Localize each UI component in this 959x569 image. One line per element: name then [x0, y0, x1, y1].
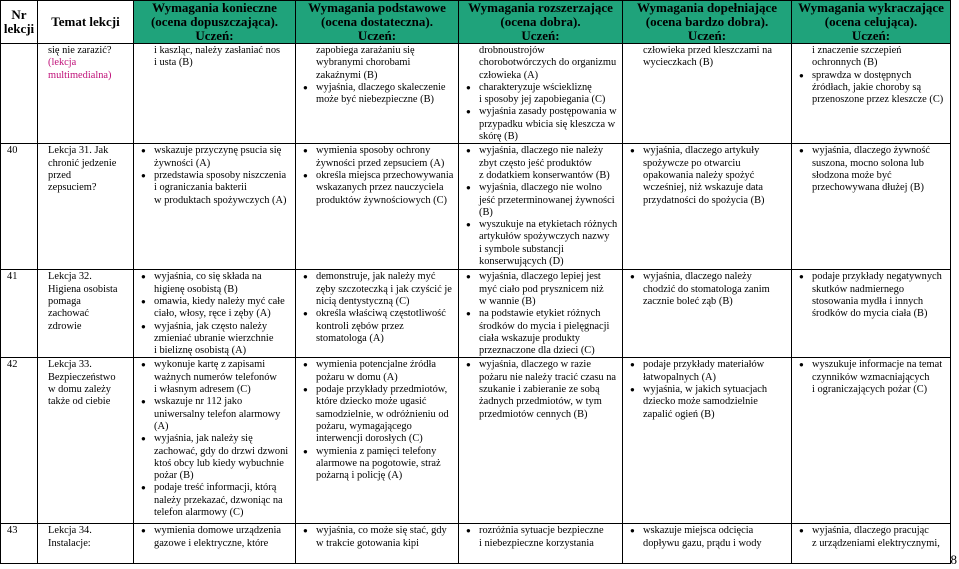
header-line: Wymagania dopełniające — [637, 0, 777, 15]
requirement-line: ciała wskazuje produkty — [479, 332, 580, 344]
requirement-line: ● wymienia z pamięci telefony — [316, 445, 437, 457]
requirement-line: człowieka (A) — [479, 69, 539, 81]
text-line: chronić jedzenie — [48, 157, 117, 169]
requirement-line: kontroli zębów przez — [316, 320, 404, 332]
requirement-line: ● wyjaśnia, dlaczego należy — [643, 271, 752, 283]
lesson-topic-cell — [38, 358, 134, 524]
bulleted-requirement — [138, 271, 291, 296]
header-line: Wymagania podstawowe — [308, 0, 446, 15]
lesson-number: 43 — [7, 525, 18, 537]
bulleted-requirement — [300, 308, 454, 345]
requirement-line: żadnych przedmiotów, w tym — [479, 396, 602, 408]
bulleted-requirement — [463, 82, 618, 107]
requirement-line: z urządzeniami elektrycznymi, — [812, 537, 940, 549]
requirement-list — [300, 271, 454, 345]
requirement-line: w wannie (B) — [479, 295, 536, 307]
requirement-line: ważnych numerów telefonów — [154, 371, 277, 383]
requirement-line: spożywcze po otwarciu — [643, 157, 741, 169]
requirement-line: ● wyszukuje informacje na temat — [812, 359, 943, 371]
requirement-line: środków do mycia i pielęgnacji — [479, 320, 610, 332]
requirement-list — [796, 359, 946, 396]
requirement-line: i ograniczania bakterii — [154, 182, 247, 194]
requirements-cell-podstawowe — [296, 524, 459, 564]
requirement-list — [627, 359, 787, 420]
lesson-number-cell — [1, 524, 38, 564]
lesson-number: 41 — [7, 271, 18, 283]
requirement-line: samodzielnie, w odróżnieniu od — [316, 408, 449, 420]
bulleted-requirement — [300, 170, 454, 207]
requirement-line: (A) — [154, 420, 169, 432]
bulleted-requirement — [796, 70, 946, 107]
requirement-list — [627, 271, 787, 308]
table-row — [1, 144, 951, 270]
bulleted-requirement — [300, 271, 454, 308]
requirement-line: ciało, włosy, ręce i zęby (A) — [154, 308, 271, 320]
requirement-line: ● wskazuje miejsca odcięcia — [643, 525, 754, 537]
requirement-list — [463, 359, 618, 420]
requirements-cell-dopelniajace — [623, 358, 792, 524]
header-line: (ocena dopuszczająca). — [150, 14, 279, 29]
requirements-cell-konieczne — [134, 144, 296, 270]
continued-requirement — [796, 45, 946, 70]
requirement-line: w produktach spożywczych (A) — [154, 194, 287, 206]
requirement-line: wycieczkach (B) — [643, 57, 714, 69]
header-line: Nr — [11, 7, 27, 22]
text-line: Instalacje: — [48, 537, 91, 549]
requirement-line: chorobotwórczych do organizmu — [479, 57, 617, 69]
continued-requirement — [627, 45, 787, 70]
bulleted-requirement — [463, 271, 618, 308]
requirement-line: ● wymienia potencjalne źródła — [316, 359, 437, 371]
requirement-line: ● wyjaśnia, dlaczego skaleczenie — [316, 81, 446, 93]
continued-requirement — [300, 45, 454, 82]
header-wykraczajace — [792, 1, 951, 44]
bulleted-requirement — [796, 271, 946, 320]
requirement-line: ● wykonuje kartę z zapisami — [154, 359, 266, 371]
requirement-line: pożaru, wymagającego — [316, 420, 412, 432]
requirement-line: dopływu gazu, prądu i wody — [643, 537, 762, 549]
header-line: (ocena celująca). — [824, 14, 918, 29]
requirement-line: pożarną i policję (A) — [316, 470, 403, 482]
requirement-list — [138, 525, 291, 550]
requirement-list — [138, 359, 291, 519]
bulleted-requirement — [300, 446, 454, 483]
table-row — [1, 358, 951, 524]
header-rozszerzajace — [459, 1, 623, 44]
requirements-cell-konieczne — [134, 270, 296, 358]
lesson-topic-cell — [38, 144, 134, 270]
requirement-line: ● wyjaśnia, jak często należy — [154, 320, 268, 332]
requirement-line: ● podaje treść informacji, którą — [154, 482, 277, 494]
requirement-list — [138, 45, 291, 70]
lesson-topic-cell — [38, 44, 134, 144]
requirement-line: zapalić ogień (B) — [643, 408, 715, 420]
requirements-cell-wykraczajace — [792, 358, 951, 524]
requirement-line: ● wyjaśnia, dlaczego żywność — [812, 145, 931, 157]
requirement-line: konserwujących (D) — [479, 256, 564, 268]
header-line: Uczeń: — [521, 28, 560, 43]
text-line: Lekcja 31. Jak — [48, 145, 109, 157]
requirement-line: pożar (B) — [154, 470, 194, 482]
requirement-line: stomatologa (A) — [316, 332, 384, 344]
table-row — [1, 270, 951, 358]
requirement-line: artykułów spożywczych nazwy — [479, 231, 610, 243]
requirement-line: ochronnych (B) — [812, 57, 878, 69]
text-line: także od ciebie — [48, 396, 111, 408]
requirements-cell-konieczne — [134, 358, 296, 524]
continued-requirement — [138, 45, 291, 70]
requirement-list — [138, 271, 291, 357]
requirements-cell-konieczne — [134, 524, 296, 564]
table-row — [1, 524, 951, 564]
requirement-line: i własnym adresem (C) — [154, 384, 251, 396]
text-line: przed — [48, 169, 72, 181]
requirement-line: żywności (A) — [154, 157, 211, 169]
requirement-line: dziecko może samodzielnie — [643, 396, 758, 408]
requirement-line: żywności przed zepsuciem (A) — [316, 157, 445, 169]
text-line: Bezpieczeństwo — [48, 371, 116, 383]
requirement-line: wskazanych przez nauczyciela — [316, 182, 444, 194]
requirement-line: i znaczenie szczepień — [812, 45, 902, 56]
bulleted-requirement — [627, 271, 787, 308]
lesson-number-cell — [1, 44, 38, 144]
requirement-list — [796, 525, 946, 550]
requirement-line: chodzić do stomatologa zanim — [643, 283, 770, 295]
bulleted-requirement — [300, 525, 454, 550]
requirement-line: przedmiotów cennych (B) — [479, 408, 588, 420]
requirements-cell-podstawowe — [296, 144, 459, 270]
bulleted-requirement — [463, 106, 618, 143]
requirement-list — [463, 145, 618, 268]
bulleted-requirement — [463, 145, 618, 182]
requirement-list — [796, 45, 946, 106]
requirement-line: przydatności do spożycia (B) — [643, 194, 765, 206]
lesson-topic — [38, 358, 133, 408]
bulleted-requirement — [627, 525, 787, 550]
requirement-line: myć ciało pod prysznicem niż — [479, 283, 604, 295]
lesson-number-cell — [1, 270, 38, 358]
text-line: multimedialna) — [48, 69, 112, 81]
requirement-line: ● demonstruje, jak należy myć — [316, 271, 436, 283]
text-line: Lekcja 32. — [48, 271, 92, 283]
header-nr — [1, 1, 38, 44]
bulleted-requirement — [463, 525, 618, 550]
requirement-line: w trakcie gotowania kipi — [316, 537, 420, 549]
requirement-line: wcześniej, niż wskazuje data — [643, 182, 764, 194]
requirement-list — [463, 525, 618, 550]
bulleted-requirement — [138, 433, 291, 482]
lesson-topic — [38, 144, 133, 194]
requirement-line: i sposoby jej zapobiegania (C) — [479, 94, 606, 106]
requirements-cell-dopelniajace — [623, 44, 792, 144]
header-line: Uczeń: — [687, 28, 727, 43]
requirement-line: ● wskazuje przyczynę psucia się — [154, 145, 282, 157]
bulleted-requirement — [300, 384, 454, 445]
requirement-line: ● wyjaśnia, dlaczego nie należy — [479, 145, 604, 157]
requirement-line: z dodatkiem konserwantów (B) — [479, 169, 610, 181]
table-row — [1, 44, 951, 144]
requirement-line: (B) — [479, 206, 493, 218]
requirement-line: produktów żywnościowych (C) — [316, 194, 448, 206]
requirement-line: pożaru nie należy tracić czasu na — [479, 371, 617, 383]
header-konieczne — [134, 1, 296, 44]
requirement-line: może być niebezpieczne (B) — [316, 94, 434, 106]
requirements-cell-wykraczajace — [792, 524, 951, 564]
header-line: Wymagania rozszerzające — [468, 0, 613, 15]
header-line: (ocena bardzo dobra). — [645, 14, 769, 29]
text-line: (lekcja — [48, 57, 77, 69]
bulleted-requirement — [627, 145, 787, 206]
requirement-list — [627, 145, 787, 206]
page-number: 8 — [950, 552, 957, 567]
requirement-line: higienę osobistą (B) — [154, 283, 238, 295]
requirements-cell-dopelniajace — [623, 524, 792, 564]
requirements-cell-konieczne — [134, 44, 296, 144]
requirement-line: suszona, mocno solona lub — [812, 157, 924, 169]
requirement-line: zbyt często jeść produktów — [479, 157, 592, 169]
requirement-line: człowieka przed kleszczami na — [643, 45, 772, 56]
requirement-line: zakaźnymi (B) — [316, 69, 378, 81]
requirement-line: zachować, gdy do drzwi dzwoni — [154, 445, 289, 457]
header-line: Uczeń: — [195, 28, 234, 43]
requirement-line: słodzona może być — [812, 169, 892, 181]
bulleted-requirement — [138, 296, 291, 321]
requirement-line: łatwopalnych (A) — [643, 371, 716, 383]
bulleted-requirement — [463, 219, 618, 268]
requirements-cell-rozszerzajace — [459, 270, 623, 358]
bulleted-requirement — [796, 525, 946, 550]
requirements-cell-podstawowe — [296, 44, 459, 144]
requirement-line: pożaru w domu (A) — [316, 371, 398, 383]
lesson-topic — [38, 270, 133, 332]
bulleted-requirement — [138, 482, 291, 519]
bulleted-requirement — [138, 396, 291, 433]
requirement-line: ● wyjaśnia, co może się stać, gdy — [316, 525, 447, 537]
requirement-line: alarmowe na pogotowie, straż — [316, 457, 441, 469]
requirement-line: ● podaje przykłady materiałów — [643, 359, 765, 371]
requirement-list — [627, 525, 787, 550]
bulleted-requirement — [463, 359, 618, 420]
requirement-line: ● wyjaśnia, dlaczego w razie — [479, 359, 591, 371]
requirement-list — [463, 271, 618, 357]
requirement-line: wybranymi chorobami — [316, 57, 411, 69]
requirements-cell-wykraczajace — [792, 44, 951, 144]
requirement-line: zmieniać ubranie wierzchnie — [154, 332, 274, 344]
requirement-line: ● wskazuje nr 112 jako — [154, 396, 243, 408]
lesson-number: 40 — [7, 145, 18, 157]
bulleted-requirement — [138, 145, 291, 170]
requirement-line: jeść przeterminowanej żywności — [479, 194, 615, 206]
requirement-line: opakowania należy spożyć — [643, 169, 755, 181]
requirement-line: źródłach, jakie choroby są — [812, 81, 922, 93]
lesson-number — [1, 44, 37, 45]
lesson-number-cell — [1, 144, 38, 270]
requirement-line: i bieliznę osobistą (A) — [154, 345, 247, 357]
requirement-line: ● charakteryzuje wściekliznę — [479, 81, 592, 93]
requirement-list — [300, 525, 454, 550]
requirement-line: ktoś obcy lub kiedy wybuchnie — [154, 457, 284, 469]
requirement-list — [463, 45, 618, 143]
text-line: zepsuciem? — [48, 182, 97, 194]
requirement-line: ● wyjaśnia, dlaczego nie wolno — [479, 182, 602, 194]
requirement-line: ● określa miejsca przechowywania — [316, 169, 454, 181]
requirement-line: interwencji dorosłych (C) — [316, 433, 423, 445]
requirements-cell-wykraczajace — [792, 270, 951, 358]
requirement-line: ● wyjaśnia, jak należy się — [154, 433, 253, 445]
requirement-line: ● wyjaśnia, co się składa na — [154, 271, 262, 283]
requirement-list — [796, 271, 946, 320]
requirement-line: ● rozróżnia sytuacje bezpieczne — [479, 525, 604, 537]
requirement-line: i usta (B) — [154, 57, 193, 69]
requirement-line: ● sprawdza w dostępnych — [812, 69, 912, 81]
text-line: Lekcja 34. — [48, 525, 92, 537]
header-row — [1, 1, 951, 44]
requirement-line: i niebezpieczne korzystania — [479, 537, 594, 549]
text-line: zdrowie — [48, 320, 82, 332]
requirements-cell-rozszerzajace — [459, 524, 623, 564]
lesson-topic — [38, 44, 133, 82]
requirement-line: przypadku wbicia się kleszcza w — [479, 118, 616, 130]
lesson-topic — [38, 524, 133, 550]
requirement-line: ● wyjaśnia, dlaczego pracując — [812, 525, 929, 537]
requirement-line: ● określa właściwą częstotliwość — [316, 308, 446, 320]
bulleted-requirement — [627, 384, 787, 421]
requirement-line: ● wymienia domowe urządzenia — [154, 525, 281, 537]
header-topic: Temat lekcji — [38, 1, 134, 44]
requirements-cell-rozszerzajace — [459, 144, 623, 270]
header-line: Wymagania konieczne — [152, 0, 277, 15]
requirements-cell-rozszerzajace — [459, 44, 623, 144]
requirements-cell-podstawowe — [296, 358, 459, 524]
requirement-line: ● wyjaśnia, dlaczego lepiej jest — [479, 271, 601, 283]
requirement-line: drobnoustrojów — [479, 45, 545, 56]
requirement-list — [300, 145, 454, 206]
requirement-line: czynników wzmacniających — [812, 371, 930, 383]
requirement-list — [796, 145, 946, 194]
requirement-line: które dziecko może ugasić — [316, 396, 427, 408]
requirement-line: przechowywana dłużej (B) — [812, 182, 924, 194]
header-line: (ocena dobra). — [500, 14, 581, 29]
text-line: pomaga — [48, 295, 81, 307]
requirement-line: skutków nadmiernego — [812, 283, 905, 295]
requirement-line: gazowe i elektryczne, które — [154, 537, 269, 549]
text-line: w domu zależy — [48, 384, 111, 396]
lesson-number-cell — [1, 358, 38, 524]
header-line: Wymagania wykraczające — [798, 0, 944, 15]
bulleted-requirement — [138, 359, 291, 396]
text-line: się nie zarazić? — [48, 45, 112, 56]
requirement-line: przenoszone przez kleszcze (C) — [812, 94, 944, 106]
requirement-list — [300, 359, 454, 482]
bulleted-requirement — [300, 82, 454, 107]
bulleted-requirement — [796, 145, 946, 194]
text-line: Higiena osobista — [48, 283, 118, 295]
requirement-line: należy przekazać, dzwoniąc na — [154, 494, 283, 506]
continued-requirement — [463, 45, 618, 82]
requirement-list — [138, 145, 291, 206]
requirement-line: i kaszląc, należy zasłaniać nos — [154, 45, 281, 56]
requirement-line: stosowania mydła i innych — [812, 295, 924, 307]
requirements-cell-dopelniajace — [623, 270, 792, 358]
header-podstawowe — [296, 1, 459, 44]
requirement-line: ● podaje przykłady negatywnych — [812, 271, 942, 283]
table-body — [1, 44, 951, 564]
requirement-list — [627, 45, 787, 70]
requirement-line: telefon alarmowy (C) — [154, 507, 244, 519]
bulleted-requirement — [463, 182, 618, 219]
lesson-topic-cell — [38, 270, 134, 358]
header-line: Uczeń: — [357, 28, 397, 43]
requirement-list — [300, 45, 454, 106]
requirement-line: ● wymienia sposoby ochrony — [316, 145, 431, 157]
requirement-line: uniwersalny telefon alarmowy — [154, 408, 281, 420]
bulleted-requirement — [138, 170, 291, 207]
header-line: Uczeń: — [851, 28, 891, 43]
bulleted-requirement — [300, 145, 454, 170]
requirements-cell-dopelniajace — [623, 144, 792, 270]
text-line: zachować — [48, 308, 89, 320]
bulleted-requirement — [138, 525, 291, 550]
requirement-line: i symbole substancji — [479, 243, 564, 255]
lesson-topic-cell — [38, 524, 134, 564]
header-line: (ocena dostateczna). — [321, 14, 433, 29]
requirement-line: ● omawia, kiedy należy myć całe — [154, 295, 285, 307]
requirement-line: ● przedstawia sposoby niszczenia — [154, 169, 287, 181]
requirement-line: zacznie boleć ząb (B) — [643, 295, 733, 307]
requirements-cell-podstawowe — [296, 270, 459, 358]
requirements-cell-wykraczajace — [792, 144, 951, 270]
bulleted-requirement — [796, 359, 946, 396]
requirements-cell-rozszerzajace — [459, 358, 623, 524]
bulleted-requirement — [138, 321, 291, 358]
requirement-line: szukanie i zabieranie ze sobą — [479, 384, 600, 396]
requirement-line: ● wyszukuje na etykietach różnych — [479, 219, 618, 231]
requirement-line: ● podaje przykłady przedmiotów, — [316, 384, 448, 396]
requirement-line: ● wyjaśnia, w jakich sytuacjach — [643, 384, 768, 396]
bulleted-requirement — [463, 308, 618, 357]
requirement-line: skórę (B) — [479, 131, 518, 143]
lesson-number: 42 — [7, 359, 18, 371]
header-dopelniajace — [623, 1, 792, 44]
requirement-line: zapobiega zarażaniu się — [316, 45, 415, 56]
bulleted-requirement — [300, 359, 454, 384]
requirement-line: ● na podstawie etykiet różnych — [479, 308, 601, 320]
requirement-line: ● wyjaśnia zasady postępowania w — [479, 106, 617, 118]
requirement-line: ● wyjaśnia, dlaczego artykuły — [643, 145, 760, 157]
header-line: lekcji — [3, 21, 35, 36]
requirement-line: zęby szczoteczką i jak czyścić je — [316, 283, 452, 295]
bulleted-requirement — [627, 359, 787, 384]
requirement-line: i ograniczających pożar (C) — [812, 384, 928, 396]
requirement-line: przeznaczone dla dzieci (C) — [479, 345, 595, 357]
requirement-line: nicią dentystyczną (C) — [316, 295, 410, 307]
text-line: Lekcja 33. — [48, 359, 92, 371]
requirement-line: środków do mycia ciała (B) — [812, 308, 928, 320]
